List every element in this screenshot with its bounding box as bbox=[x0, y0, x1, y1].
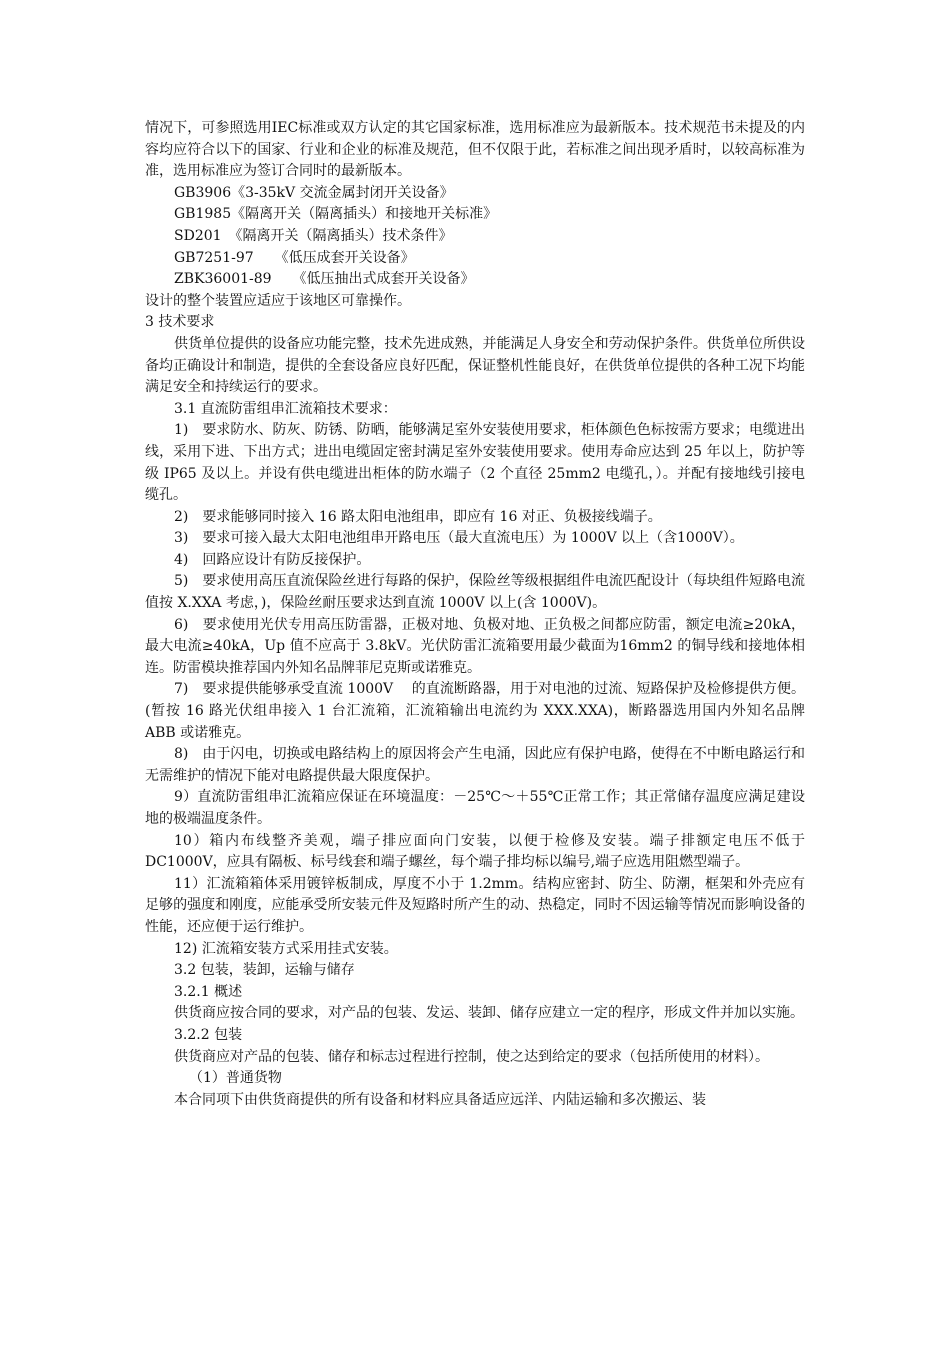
requirement-item: 4) 回路应设计有防反接保护。 bbox=[174, 551, 371, 568]
section-3-2-1-heading: 3.2.1 概述 bbox=[174, 983, 243, 1000]
section-3-2-2-paragraph: 供货商应对产品的包装、储存和标志过程进行控制，使之达到给定的要求（包括所使用的材料）。 bbox=[174, 1048, 769, 1065]
requirement-item: 2) 要求能够同时接入 16 路太阳电池组串，即应有 16 对正、负极接线端子。 bbox=[174, 508, 662, 525]
requirement-item: 9）直流防雷组串汇流箱应保证在环境温度：－25℃～＋55℃正常工作；其正常储存温度应满足建设地的极端温度条件。 bbox=[145, 789, 805, 827]
requirement-item: 11）汇流箱箱体采用镀锌板制成，厚度不小于 1.2mm。结构应密封、防尘、防潮，框架和外壳应有足够的强度和刚度，应能承受所安装元件及短路时所产生的动、热稳定，同时不因运输等情况而影响设备的性能，还应便于运行维护。 bbox=[145, 875, 805, 935]
requirement-item: 8) 由于闪电，切换或电路结构上的原因将会产生电涌，因此应有保护电路，使得在不中断电路运行和无需维护的情况下能对电路提供最大限度保护。 bbox=[145, 746, 805, 784]
section-3-2-1-paragraph: 供货商应按合同的要求，对产品的包装、发运、装卸、储存应建立一定的程序，形成文件并加以实施。 bbox=[174, 1005, 804, 1022]
requirement-item: 6) 要求使用光伏专用高压防雷器，正极对地、负极对地、正负极之间都应防雷，额定电流≥20kA，最大电流≥40kA，Up 值不应高于 3.8kV。光伏防雷汇流箱要用最少截面为16mm2 的铜导线和接地体相连。防雷模块推荐国内外知名品牌菲尼克斯或诺雅克。 bbox=[145, 616, 805, 676]
section-3-2-2-heading: 3.2.2 包装 bbox=[174, 1026, 243, 1043]
standard-item: ZBK36001-89 《低压抽出式成套开关设备》 bbox=[174, 271, 475, 288]
requirement-item: 10）箱内布线整齐美观，端子排应面向门安装，以便于检修及安装。端子排额定电压不低于 DC1000V，应具有隔板、标号线套和端子螺丝，每个端子排均标以编号,端子应选用阻燃型端子。 bbox=[145, 832, 805, 871]
requirement-item: 5) 要求使用高压直流保险丝进行每路的保护，保险丝等级根据组件电流匹配设计（每块组件短路电流值按 X.XXA 考虑，)，保险丝耐压要求达到直流 1000V 以上(含 1000V)。 bbox=[145, 573, 805, 612]
general-goods-paragraph: 本合同项下由供货商提供的所有设备和材料应具备适应远洋、内陆运输和多次搬运、装 bbox=[174, 1091, 706, 1108]
requirement-item: 1) 要求防水、防灰、防锈、防晒，能够满足室外安装使用要求，柜体颜色色标按需方要求；电缆进出线，采用下进、下出方式；进出电缆固定密封满足室外安装使用要求。使用寿命应达到 25 年以上，防护等级 IP65 及以上。并设有供电缆进出柜体的防水端子（2 个直径 25mm2 电缆孔，）。并配有接地线引接电缆孔。 bbox=[145, 422, 805, 504]
section-3-1-heading: 3.1 直流防雷组串汇流箱技术要求： bbox=[174, 400, 397, 417]
requirement-item: 12) 汇流箱安装方式采用挂式安装。 bbox=[174, 940, 398, 957]
document-body bbox=[145, 118, 805, 1111]
standard-item: GB3906《3-35kV 交流金属封闭开关设备》 bbox=[174, 184, 454, 201]
section-3-2-heading: 3.2 包装，装卸，运输与储存 bbox=[174, 962, 355, 979]
general-goods-heading: （1）普通货物 bbox=[189, 1070, 282, 1087]
standard-item: GB7251-97 《低压成套开关设备》 bbox=[174, 249, 415, 266]
requirement-item: 3) 要求可接入最大太阳电池组串开路电压（最大直流电压）为 1000V 以上（含1000V）。 bbox=[174, 530, 744, 547]
section-3-heading: 3 技术要求 bbox=[145, 314, 215, 331]
requirement-item: 7) 要求提供能够承受直流 1000V 的直流断路器，用于对电池的过流、短路保护及检修提供方便。(暂按 16 路光伏组串接入 1 台汇流箱，汇流箱输出电流约为 XXX.XXA)，断路器选用国内外知名品牌 ABB 或诺雅克。 bbox=[145, 681, 805, 741]
section-3-paragraph: 供货单位提供的设备应功能完整，技术先进成熟，并能满足人身安全和劳动保护条件。供货单位所供设备均正确设计和制造，提供的全套设备应良好匹配，保证整机性能良好，在供货单位提供的各种工况下均能满足安全和持续运行的要求。 bbox=[145, 335, 805, 396]
design-note: 设计的整个装置应适应于该地区可靠操作。 bbox=[145, 292, 411, 309]
intro-paragraph: 情况下，可参照选用IEC标准或双方认定的其它国家标准，选用标准应为最新版本。技术规范书未提及的内容均应符合以下的国家、行业和企业的标准及规范，但不仅限于此，若标准之间出现矛盾时，以较高标准为准，选用标准应为签订合同时的最新版本。 bbox=[145, 120, 805, 180]
standard-item: GB1985《隔离开关（隔离插头）和接地开关标准》 bbox=[174, 206, 498, 223]
standard-item: SD201 《隔离开关（隔离插头）技术条件》 bbox=[174, 227, 453, 244]
